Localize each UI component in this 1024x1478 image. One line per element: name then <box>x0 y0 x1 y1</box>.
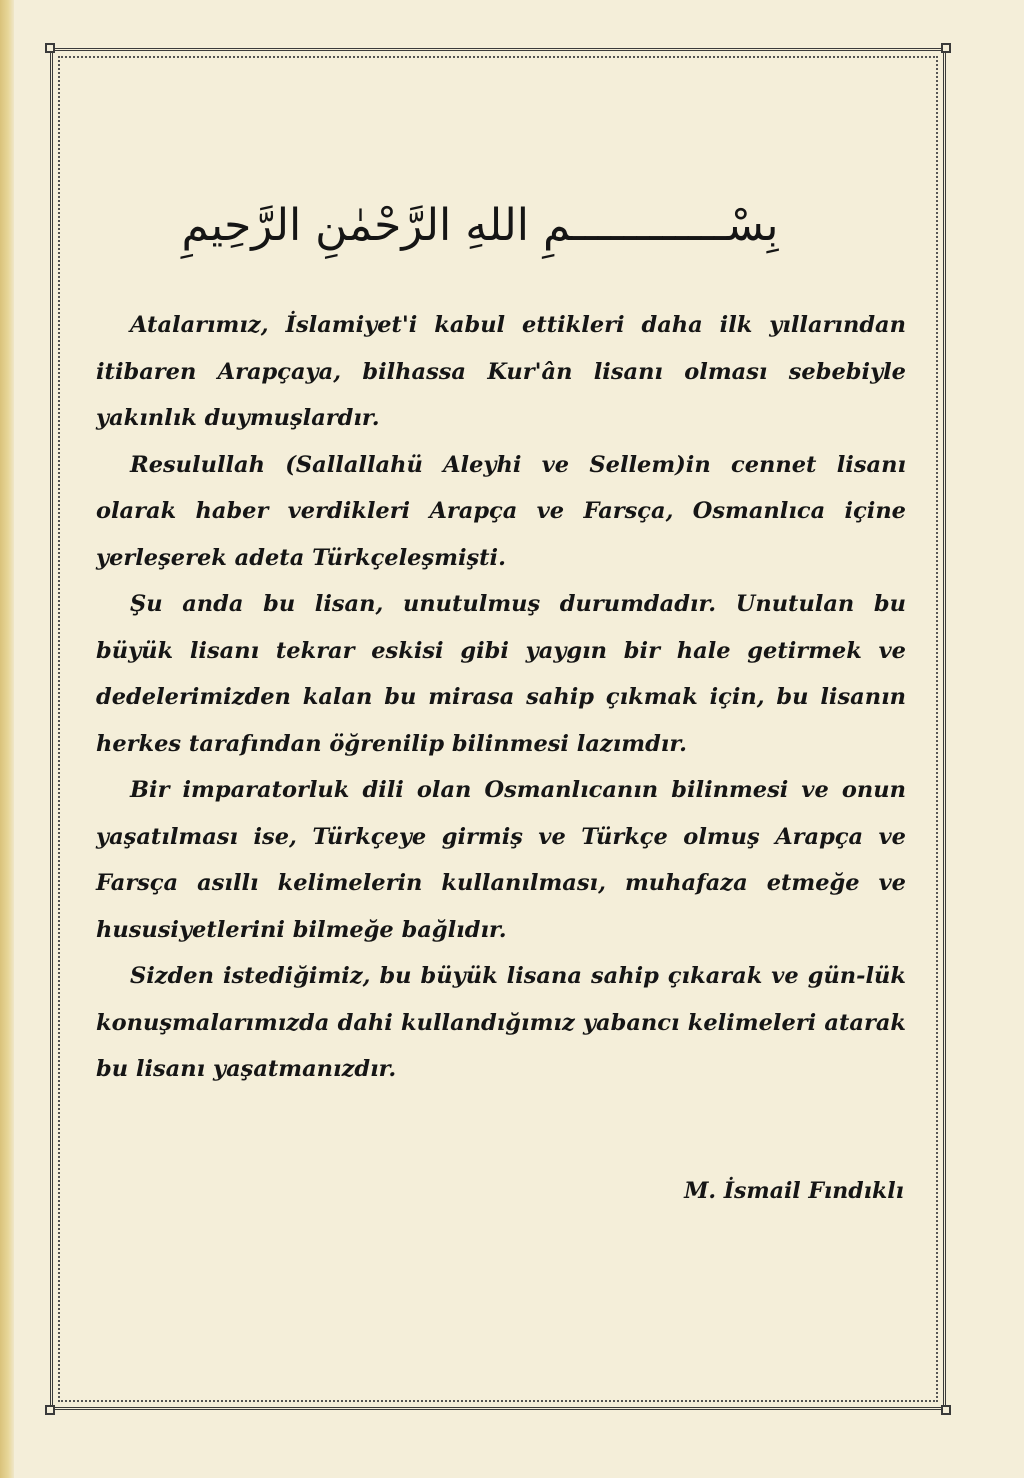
paragraph-4: Bir imparatorluk dili olan Osmanlıcanın bilinmesi ve onun yaşatılması ise, Türkçeye girmiş ve Türkçe olmuş Arapça ve Farsça asıllı kelimelerin kullanılması, muhafaza etmeğe ve hususiyetlerini bilmeğe bağlıdır. <box>96 777 906 943</box>
paragraph-2: Resulullah (Sallallahü Aleyhi ve Sellem)in cennet lisanı olarak haber verdikleri Arapça ve Farsça, Osmanlıca içine yerleşerek adeta Türkçeleşmişti. <box>96 451 906 571</box>
border-corner-bottom-right <box>941 1405 951 1415</box>
border-corner-top-right <box>941 43 951 53</box>
paragraph-1: Atalarımız, İslamiyet'i kabul ettikleri daha ilk yıllarından itibaren Arapçaya, bilhassa Kur'ân lisanı olması sebebiyle yakınlık duymuşlardır. <box>96 312 906 431</box>
paragraph-5: Sizden istediğimiz, bu büyük lisana sahip çıkarak ve gün-lük konuşmalarımızda dahi kullandığımız yabancı kelimeleri atarak bu lisanı yaşatmanızdır. <box>96 963 906 1082</box>
author-signature: M. İsmail Fındıklı <box>684 1178 904 1204</box>
body-text <box>96 302 906 1093</box>
border-corner-top-left <box>45 43 55 53</box>
basmala-heading: بِسْــــــــــــمِ اللهِ الرَّحْمٰنِ الرَّحِيمِ <box>181 200 779 251</box>
page-edge <box>0 0 14 1478</box>
paragraph-3: Şu anda bu lisan, unutulmuş durumdadır. Unutulan bu büyük lisanı tekrar eskisi gibi yaygın bir hale getirmek ve dedelerimizden kalan bu mirasa sahip çıkmak için, bu lisanın herkes tarafından öğrenilip bilinmesi lazımdır. <box>96 591 906 757</box>
border-corner-bottom-left <box>45 1405 55 1415</box>
